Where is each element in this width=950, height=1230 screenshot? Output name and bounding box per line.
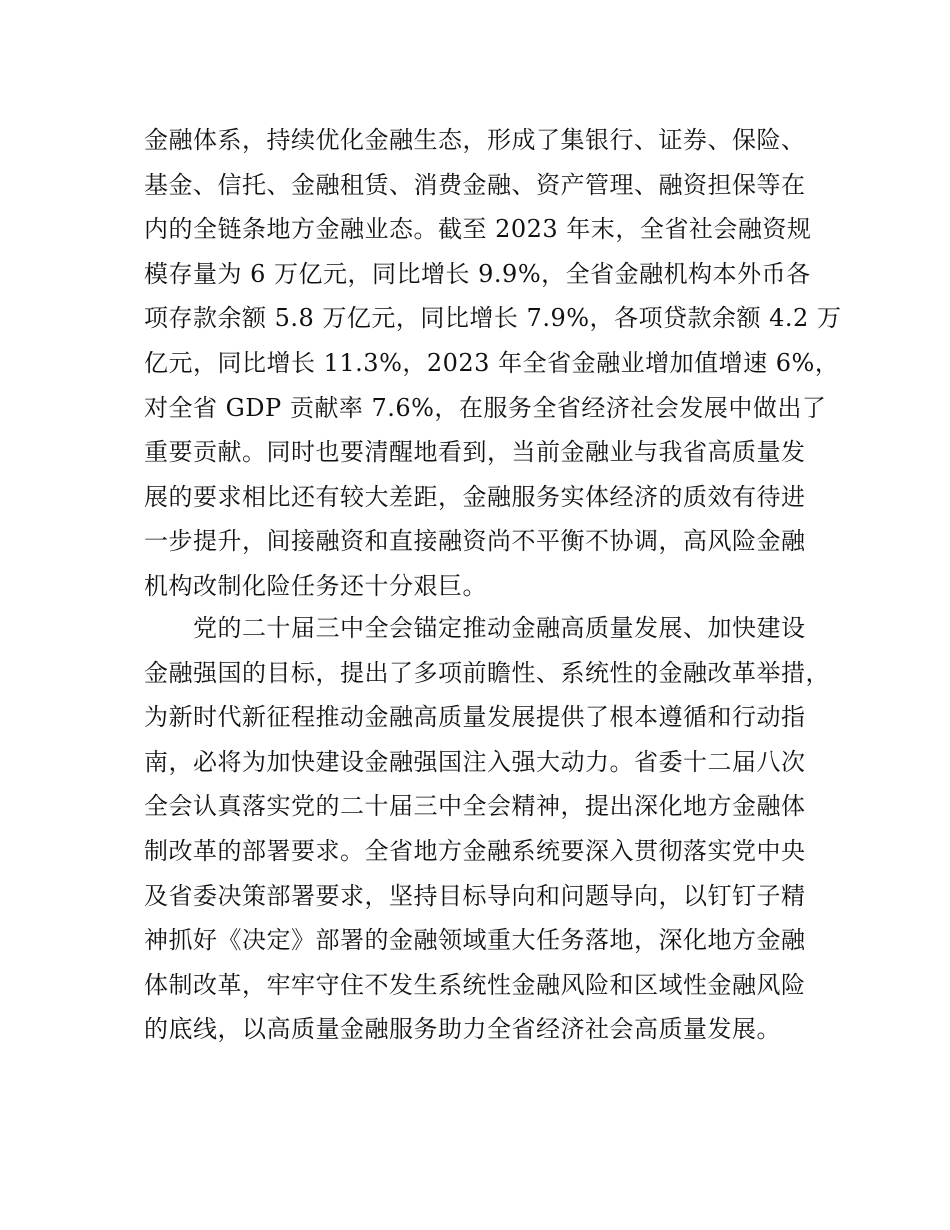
paragraph-line: 为新时代新征程推动金融高质量发展提供了根本遵循和行动指	[144, 703, 806, 732]
paragraph-line: 体制改革，牢牢守住不发生系统性金融风险和区域性金融风险	[144, 970, 806, 999]
paragraph-line: 的底线，以高质量金融服务助力全省经济社会高质量发展。	[144, 1015, 781, 1044]
paragraph-line: 内的全链条地方金融业态。截至 2023 年末，全省社会融资规	[144, 215, 812, 244]
paragraph-line: 重要贡献。同时也要清醒地看到，当前金融业与我省高质量发	[144, 438, 806, 467]
paragraph-line: 展的要求相比还有较大差距，金融服务实体经济的质效有待进	[144, 482, 806, 511]
paragraph-line: 对全省 GDP 贡献率 7.6%，在服务全省经济社会发展中做出了	[144, 393, 827, 422]
paragraph-line: 一步提升，间接融资和直接融资尚不平衡不协调，高风险金融	[144, 527, 806, 556]
paragraph-line: 南，必将为加快建设金融强国注入强大动力。省委十二届八次	[144, 747, 806, 776]
paragraph-line: 制改革的部署要求。全省地方金融系统要深入贯彻落实党中央	[144, 836, 806, 865]
paragraph-line: 党的二十届三中全会锚定推动金融高质量发展、加快建设	[144, 614, 806, 642]
paragraph-line: 金融体系，持续优化金融生态，形成了集银行、证券、保险、	[144, 126, 806, 154]
paragraph-line: 全会认真落实党的二十届三中全会精神，提出深化地方金融体	[144, 792, 806, 821]
paragraph-line: 基金、信托、金融租赁、消费金融、资产管理、融资担保等在	[144, 170, 806, 199]
paragraph-line: 金融强国的目标，提出了多项前瞻性、系统性的金融改革举措，	[144, 658, 830, 687]
paragraph-line: 机构改制化险任务还十分艰巨。	[144, 571, 487, 600]
paragraph-line: 模存量为 6 万亿元，同比增长 9.9%，全省金融机构本外币各	[144, 259, 811, 288]
paragraph-line: 亿元，同比增长 11.3%，2023 年全省金融业增加值增速 6%，	[144, 348, 840, 377]
paragraph-2	[144, 606, 830, 1052]
paragraph-line: 项存款余额 5.8 万亿元，同比增长 7.9%，各项贷款余额 4.2 万	[144, 304, 842, 333]
paragraph-1	[144, 118, 842, 609]
paragraph-line: 及省委决策部署要求，坚持目标导向和问题导向，以钉钉子精	[144, 881, 806, 910]
paragraph-line: 神抓好《决定》部署的金融领域重大任务落地，深化地方金融	[144, 926, 806, 955]
